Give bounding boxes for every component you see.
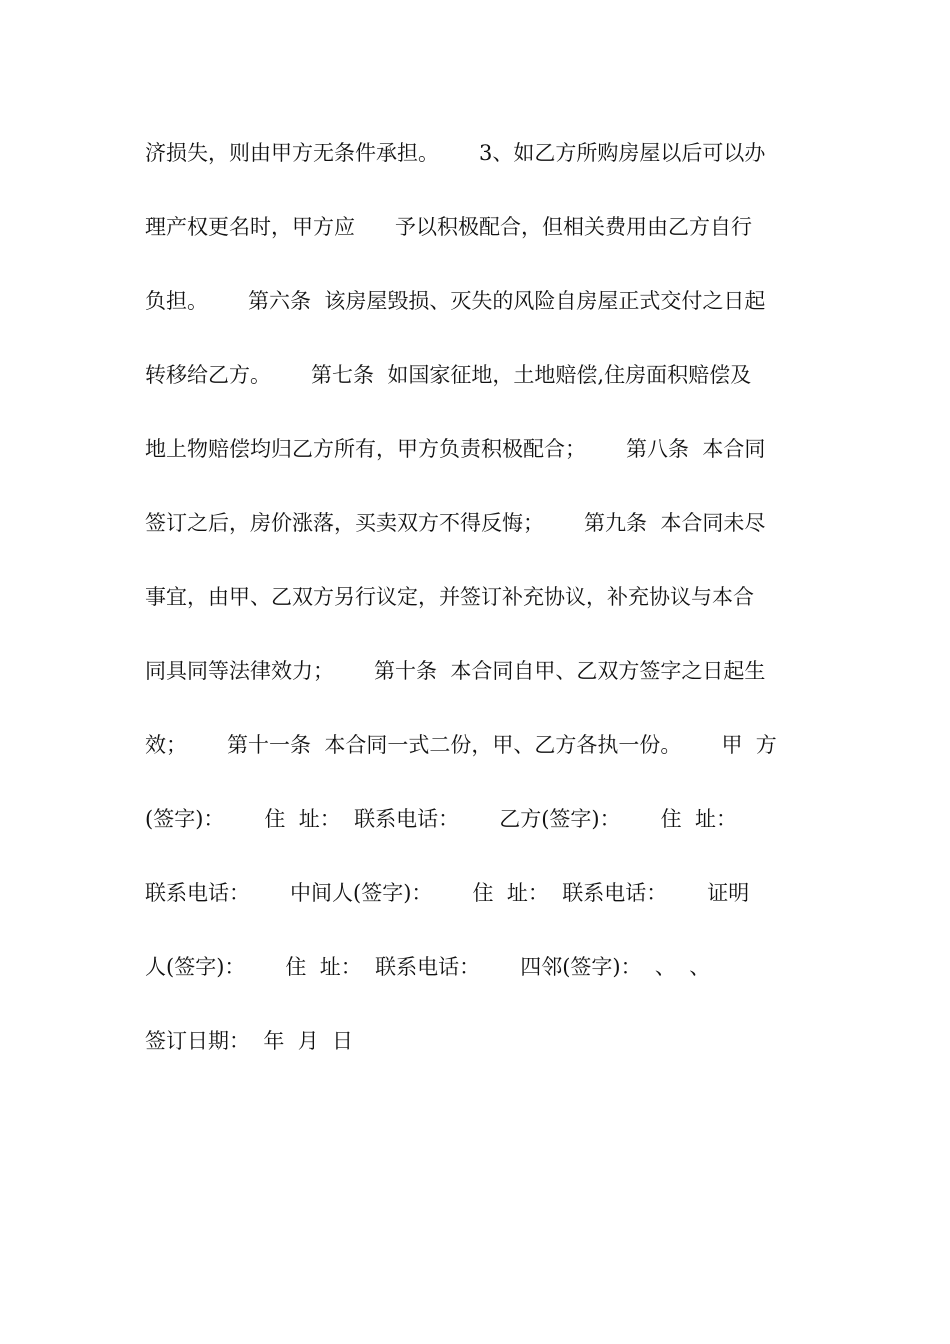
- text-line-9: 效； 第十一条 本合同一式二份，甲、乙方各执一份。 甲 方: [145, 733, 777, 757]
- text-line-13: 签订日期： 年 月 日: [145, 1029, 354, 1053]
- text-line-7: 事宜，由甲、乙双方另行议定，并签订补充协议，补充协议与本合: [145, 585, 754, 609]
- text-line-6: 签订之后，房价涨落，买卖双方不得反悔； 第九条 本合同未尽: [145, 511, 766, 535]
- text-line-11: 联系电话： 中间人(签字)： 住 址： 联系电话： 证明: [145, 881, 750, 905]
- text-line-2: 理产权更名时，甲方应 予以积极配合，但相关费用由乙方自行: [145, 215, 753, 239]
- text-line-10: (签字)： 住 址： 联系电话： 乙方(签字)： 住 址：: [145, 807, 737, 831]
- text-line-8: 同具同等法律效力； 第十条 本合同自甲、乙双方签字之日起生: [145, 659, 766, 683]
- text-line-1: 济损失，则由甲方无条件承担。 3、如乙方所购房屋以后可以办: [145, 141, 766, 165]
- contract-text: [145, 133, 825, 1095]
- text-line-3: 负担。 第六条 该房屋毁损、灭失的风险自房屋正式交付之日起: [145, 289, 766, 313]
- text-line-12: 人(签字)： 住 址： 联系电话： 四邻(签字)： 、 、: [145, 955, 711, 979]
- text-line-4: 转移给乙方。 第七条 如国家征地，土地赔偿,住房面积赔偿及: [145, 363, 752, 387]
- text-line-5: 地上物赔偿均归乙方所有，甲方负责积极配合； 第八条 本合同: [145, 437, 766, 461]
